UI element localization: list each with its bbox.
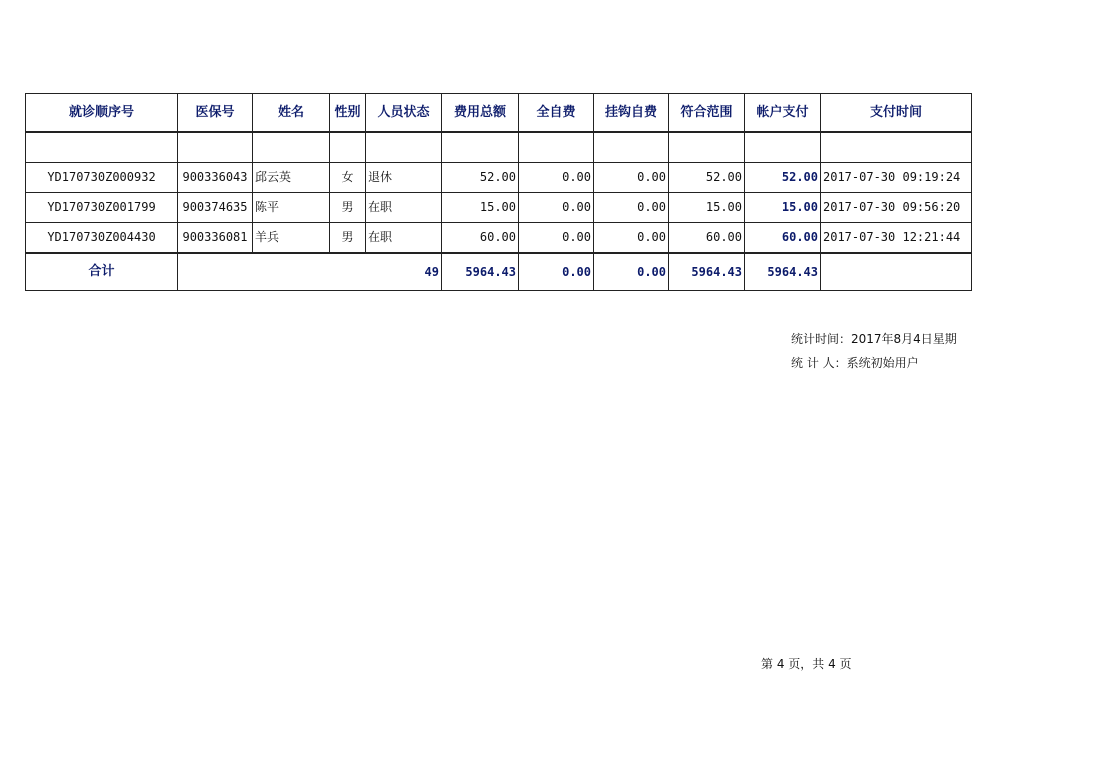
blank-cell bbox=[519, 132, 594, 163]
total-linked-self-pay: 0.00 bbox=[594, 253, 669, 291]
cell-name: 邱云英 bbox=[253, 163, 330, 193]
cell-self-pay: 0.00 bbox=[519, 163, 594, 193]
table-header-row bbox=[26, 94, 972, 133]
cell-in-scope: 52.00 bbox=[669, 163, 745, 193]
cell-name: 羊兵 bbox=[253, 223, 330, 254]
cell-pay-time: 2017-07-30 09:56:20 bbox=[821, 193, 972, 223]
header-self-pay: 全自费 bbox=[519, 94, 594, 133]
header-in-scope: 符合范围 bbox=[669, 94, 745, 133]
cell-status: 退休 bbox=[366, 163, 442, 193]
total-fee: 5964.43 bbox=[442, 253, 519, 291]
cell-gender: 男 bbox=[330, 223, 366, 254]
header-visit-no: 就诊顺序号 bbox=[26, 94, 178, 133]
total-in-scope: 5964.43 bbox=[669, 253, 745, 291]
cell-gender: 男 bbox=[330, 193, 366, 223]
total-count: 49 bbox=[178, 253, 442, 291]
settlement-table bbox=[25, 93, 972, 291]
cell-status: 在职 bbox=[366, 223, 442, 254]
blank-cell bbox=[821, 132, 972, 163]
total-empty-cell bbox=[821, 253, 972, 291]
header-insurance-no: 医保号 bbox=[178, 94, 253, 133]
cell-visit-no: YD170730Z001799 bbox=[26, 193, 178, 223]
header-name: 姓名 bbox=[253, 94, 330, 133]
blank-cell bbox=[178, 132, 253, 163]
stat-user: 统 计 人：系统初始用户 bbox=[791, 356, 919, 370]
cell-insurance-no: 900336081 bbox=[178, 223, 253, 254]
cell-in-scope: 15.00 bbox=[669, 193, 745, 223]
blank-row bbox=[26, 132, 972, 163]
blank-cell bbox=[26, 132, 178, 163]
header-status: 人员状态 bbox=[366, 94, 442, 133]
cell-fee-total: 60.00 bbox=[442, 223, 519, 254]
cell-pay-time: 2017-07-30 09:19:24 bbox=[821, 163, 972, 193]
blank-cell bbox=[366, 132, 442, 163]
cell-pay-time: 2017-07-30 12:21:44 bbox=[821, 223, 972, 254]
table-row bbox=[26, 193, 972, 223]
cell-gender: 女 bbox=[330, 163, 366, 193]
total-row bbox=[26, 253, 972, 291]
cell-fee-total: 15.00 bbox=[442, 193, 519, 223]
header-fee-total: 费用总额 bbox=[442, 94, 519, 133]
total-account-pay: 5964.43 bbox=[745, 253, 821, 291]
stat-time: 统计时间：2017年8月4日星期 bbox=[791, 332, 957, 346]
cell-account-pay: 60.00 bbox=[745, 223, 821, 254]
blank-cell bbox=[669, 132, 745, 163]
table-row bbox=[26, 223, 972, 254]
header-linked-self-pay: 挂钩自费 bbox=[594, 94, 669, 133]
cell-insurance-no: 900336043 bbox=[178, 163, 253, 193]
cell-name: 陈平 bbox=[253, 193, 330, 223]
cell-in-scope: 60.00 bbox=[669, 223, 745, 254]
cell-insurance-no: 900374635 bbox=[178, 193, 253, 223]
cell-fee-total: 52.00 bbox=[442, 163, 519, 193]
page-number: 第 4 页，共 4 页 bbox=[761, 657, 852, 671]
table-row bbox=[26, 163, 972, 193]
header-pay-time: 支付时间 bbox=[821, 94, 972, 133]
blank-cell bbox=[442, 132, 519, 163]
header-account-pay: 帐户支付 bbox=[745, 94, 821, 133]
cell-self-pay: 0.00 bbox=[519, 193, 594, 223]
blank-cell bbox=[330, 132, 366, 163]
blank-cell bbox=[594, 132, 669, 163]
header-gender: 性别 bbox=[330, 94, 366, 133]
cell-linked-self-pay: 0.00 bbox=[594, 193, 669, 223]
blank-cell bbox=[745, 132, 821, 163]
cell-linked-self-pay: 0.00 bbox=[594, 223, 669, 254]
cell-account-pay: 52.00 bbox=[745, 163, 821, 193]
cell-status: 在职 bbox=[366, 193, 442, 223]
total-self-pay: 0.00 bbox=[519, 253, 594, 291]
cell-linked-self-pay: 0.00 bbox=[594, 163, 669, 193]
cell-visit-no: YD170730Z004430 bbox=[26, 223, 178, 254]
cell-self-pay: 0.00 bbox=[519, 223, 594, 254]
total-label: 合计 bbox=[26, 253, 178, 291]
cell-account-pay: 15.00 bbox=[745, 193, 821, 223]
cell-visit-no: YD170730Z000932 bbox=[26, 163, 178, 193]
blank-cell bbox=[253, 132, 330, 163]
